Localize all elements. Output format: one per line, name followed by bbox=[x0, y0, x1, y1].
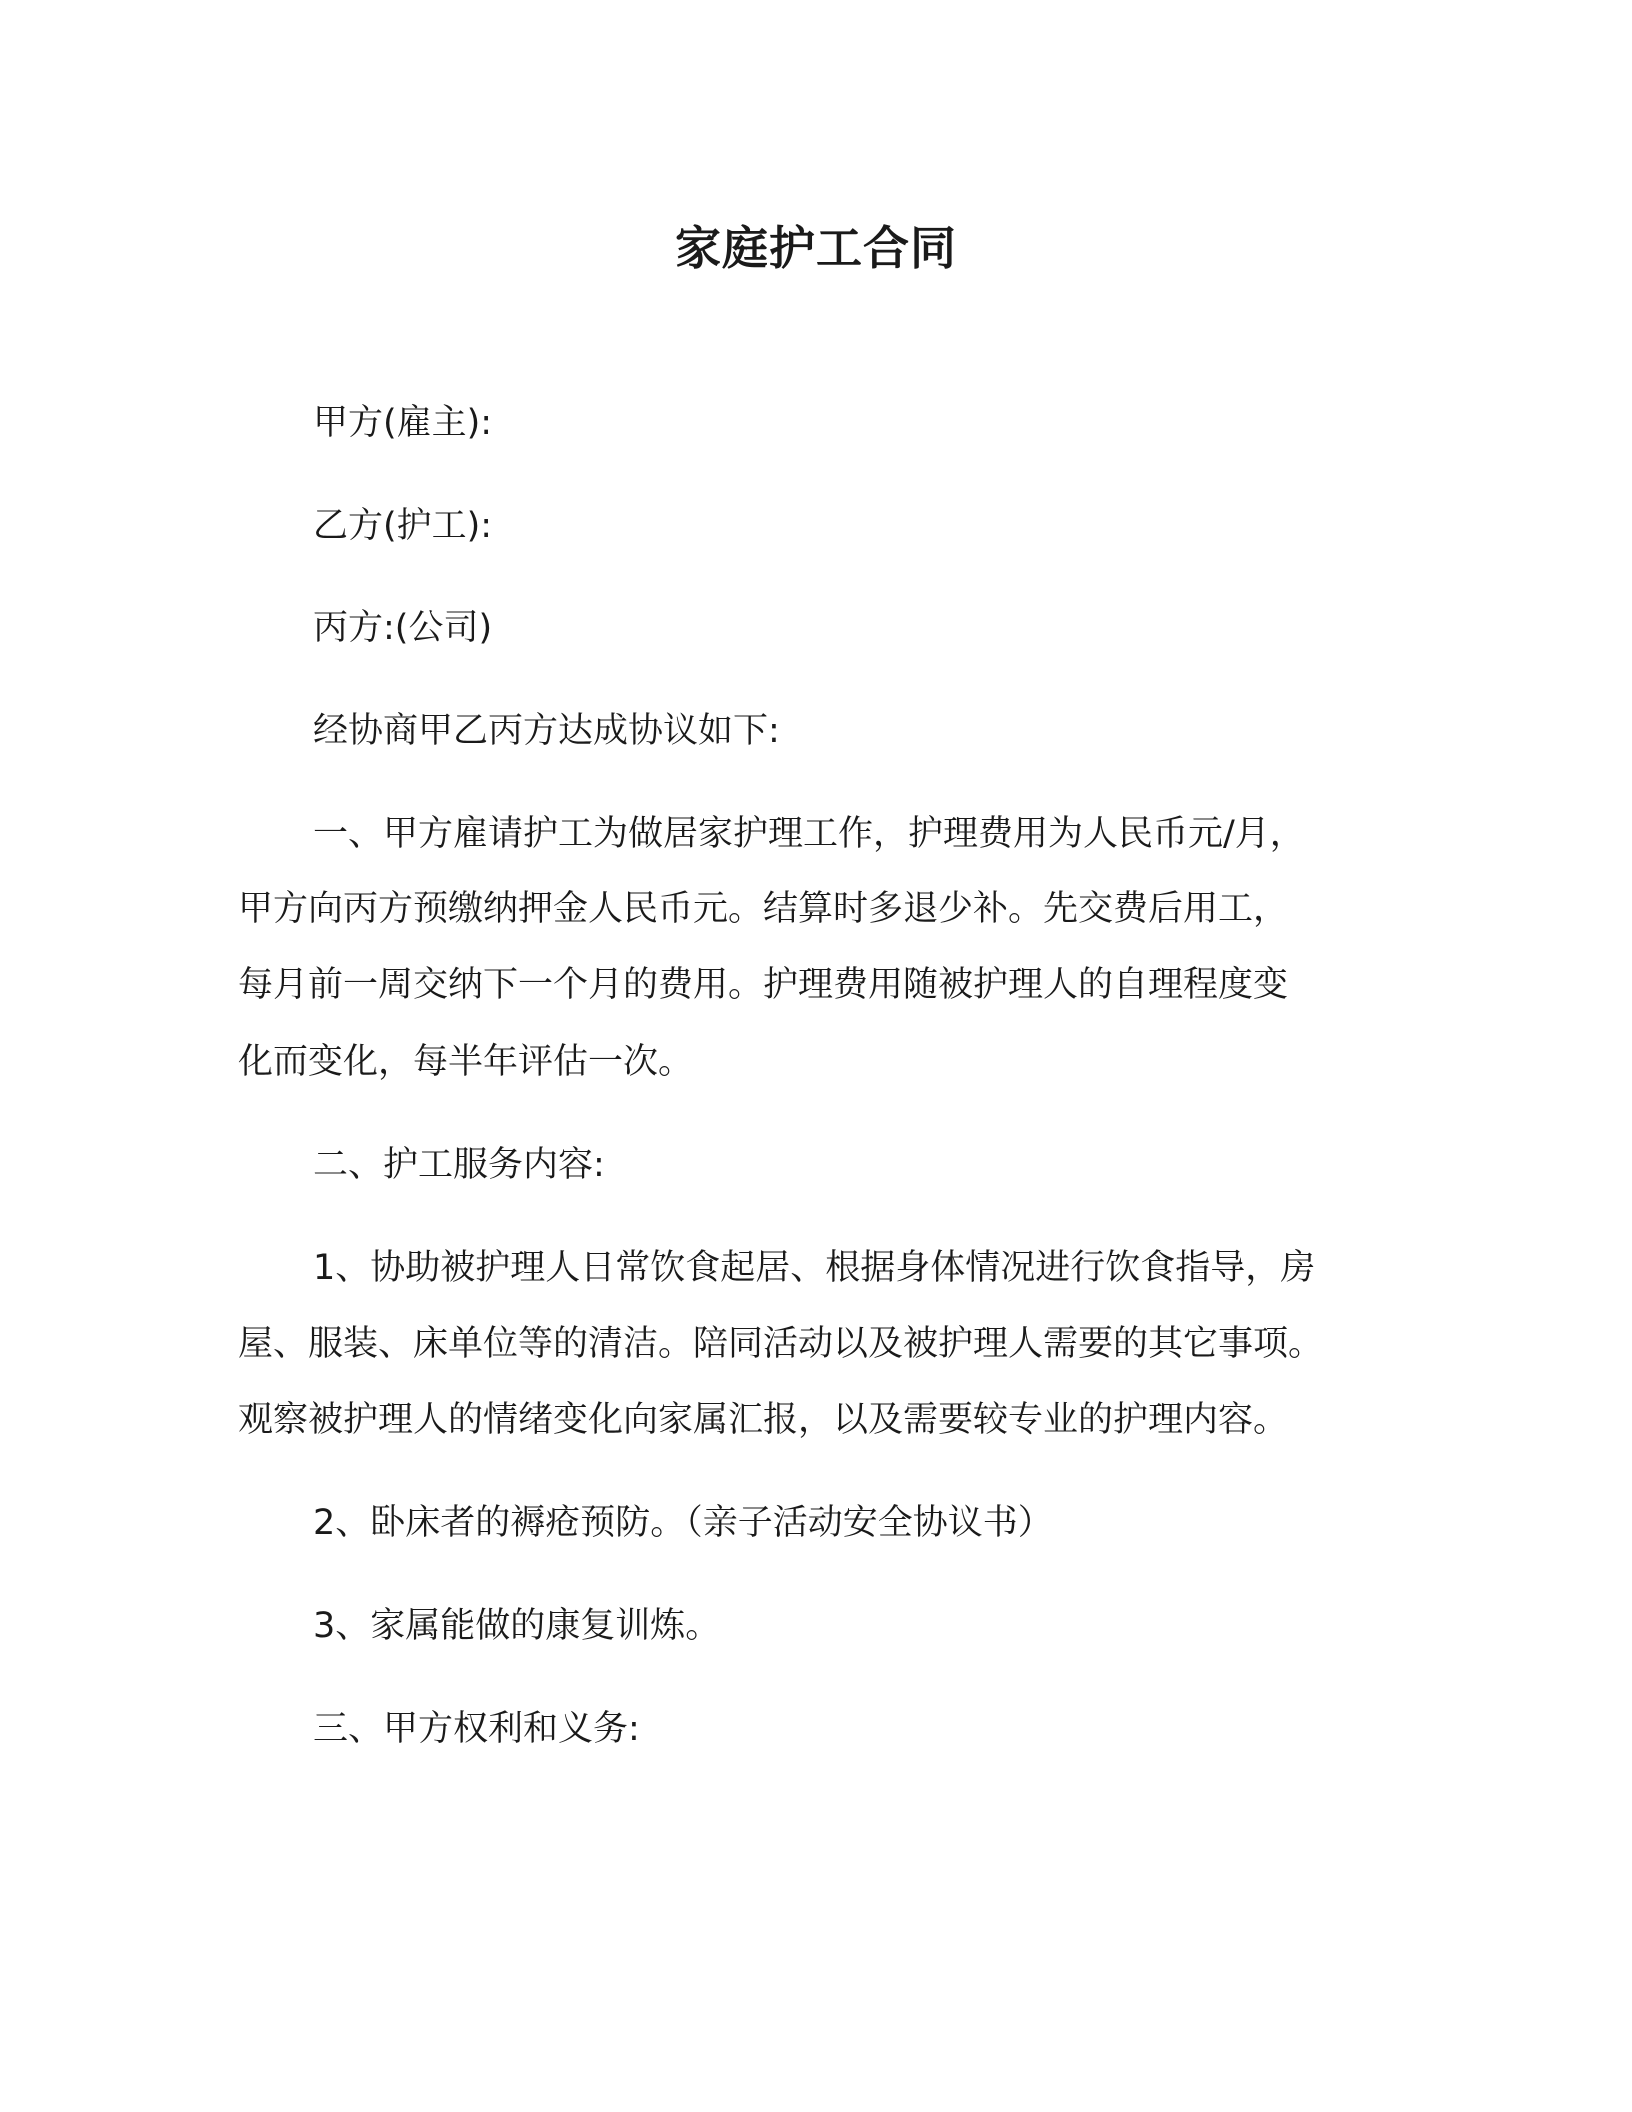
clause-2-item-1-line-3: 观察被护理人的情绪变化向家属汇报，以及需要较专业的护理内容。 bbox=[238, 1400, 1289, 1440]
document-title: 家庭护工合同 bbox=[675, 221, 957, 275]
party-c-line: 丙方:(公司) bbox=[313, 608, 493, 648]
clause-1-line-3: 每月前一周交纳下一个月的费用。护理费用随被护理人的自理程度变 bbox=[238, 965, 1289, 1005]
intro-paragraph: 经协商甲乙丙方达成协议如下: bbox=[313, 711, 780, 751]
clause-2-item-1-line-1: 1、协助被护理人日常饮食起居、根据身体情况进行饮食指导，房 bbox=[313, 1248, 1316, 1288]
clause-1-line-1: 一、甲方雇请护工为做居家护理工作，护理费用为人民币元/月， bbox=[313, 814, 1305, 854]
clause-3-heading: 三、甲方权利和义务: bbox=[313, 1709, 640, 1749]
party-a-line: 甲方(雇主): bbox=[313, 403, 493, 443]
party-b-line: 乙方(护工): bbox=[313, 506, 493, 546]
clause-2-item-1-line-2: 屋、服装、床单位等的清洁。陪同活动以及被护理人需要的其它事项。 bbox=[238, 1324, 1324, 1364]
clause-2-item-3: 3、家属能做的康复训炼。 bbox=[313, 1606, 721, 1646]
clause-1-line-2: 甲方向丙方预缴纳押金人民币元。结算时多退少补。先交费后用工， bbox=[238, 889, 1289, 929]
clause-1-line-4: 化而变化，每半年评估一次。 bbox=[238, 1042, 694, 1082]
clause-2-heading: 二、护工服务内容: bbox=[313, 1145, 605, 1185]
clause-2-item-2: 2、卧床者的褥疮预防。（亲子活动安全协议书） bbox=[313, 1503, 1053, 1543]
